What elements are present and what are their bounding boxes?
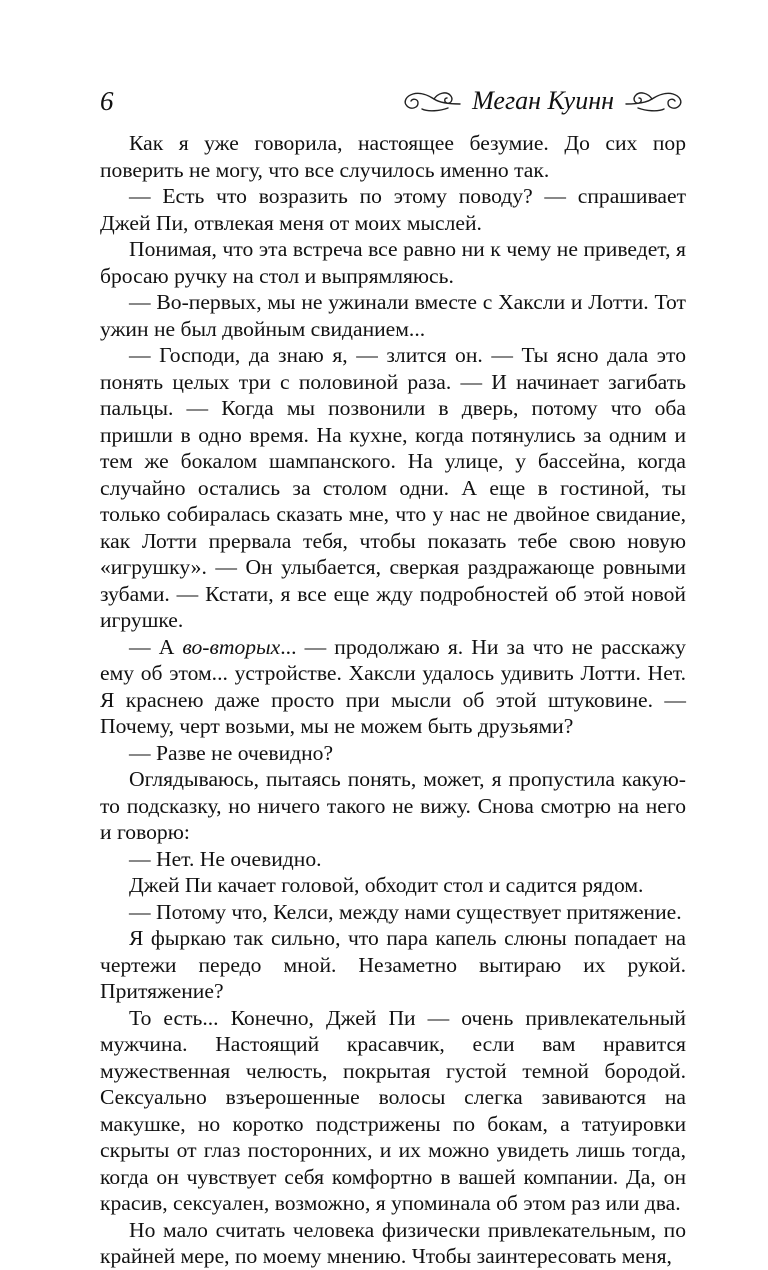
paragraph: — Потому что, Келси, между нами существует притяжение. xyxy=(129,899,682,924)
paragraph: — Во-первых, мы не ужинали вместе с Хаксли и Лотти. Тот ужин не был двойным свиданием... xyxy=(100,290,686,341)
paragraph-text-before: — А xyxy=(129,634,183,659)
swirl-ornament-left-icon xyxy=(400,87,462,115)
paragraph: — Нет. Не очевидно. xyxy=(129,846,322,871)
paragraph-text-after: ... — продолжаю я. Ни за что не расскажу ему об этом... устройстве. Хаксли удалось удивить Лотти. Нет. Я краснею даже просто при мысли об этой штуковине. — Почему, черт возьми, мы не можем быть друзьями? xyxy=(100,634,686,738)
running-head-title xyxy=(400,83,686,119)
page-number: 6 xyxy=(100,86,114,116)
paragraph: Как я уже говорила, настоящее безумие. До сих пор поверить не могу, что все случилось именно так. xyxy=(100,131,686,182)
paragraph-with-italic xyxy=(100,634,686,740)
paragraph: Джей Пи качает головой, обходит стол и садится рядом. xyxy=(129,873,644,897)
paragraph: Оглядываюсь, пытаясь понять, может, я пропустила какую-то подсказку, но ничего такого не вижу. Снова смотрю на него и говорю: xyxy=(100,767,686,844)
paragraph: Понимая, что эта встреча все равно ни к чему не приведет, я бросаю ручку на стол и выпрямляюсь. xyxy=(100,237,686,288)
paragraph: То есть... Конечно, Джей Пи — очень привлекательный мужчина. Настоящий красавчик, если вам нравится мужественная челюсть, покрытая густой темной бородой. Сексуально взъерошенные волосы слегка завиваются на макушке, но коротко подстрижены по бокам, а татуировки скрыты от глаз посторонних, и их можно увидеть лишь тогда, когда он чувствует себя комфортно в вашей компании. Да, он красив, сексуален, возможно, я упоминала об этом раз или два. xyxy=(100,1005,686,1215)
author-name: Меган Куинн xyxy=(472,86,614,115)
swirl-ornament-right-icon xyxy=(624,87,686,115)
paragraph: — Есть что возразить по этому поводу? — спрашивает Джей Пи, отвлекая меня от моих мыслей. xyxy=(100,184,686,235)
italic-emphasis: во-вторых xyxy=(182,634,281,659)
paragraph: — Господи, да знаю я, — злится он. — Ты ясно дала это понять целых три с половиной раза. — И начинает загибать пальцы. — Когда мы позвонили в дверь, потому что оба пришли в одно время. На кухне, когда потянулись за одним и тем же бокалом шампанского. На улице, у бассейна, когда случайно остались за столом одни. А еще в гостиной, ты только собиралась сказать мне, что у нас не двойное свидание, как Лотти прервала тебя, чтобы показать тебе свою новую «игрушку». — Он улыбается, сверкая раздражающе ровными зубами. — Кстати, я все еще жду подробностей об этой новой игрушке. xyxy=(100,343,686,632)
paragraph: Но мало считать человека физически привлекательным, по крайней мере, по моему мнению. Чтобы заинтересовать меня, xyxy=(100,1217,686,1268)
running-header xyxy=(100,83,686,123)
paragraph: — Разве не очевидно? xyxy=(129,740,334,765)
paragraph: Я фыркаю так сильно, что пара капель слюны попадает на чертежи передо мной. Незаметно вытираю их рукой. Притяжение? xyxy=(100,926,686,1003)
body-text xyxy=(100,130,686,1270)
